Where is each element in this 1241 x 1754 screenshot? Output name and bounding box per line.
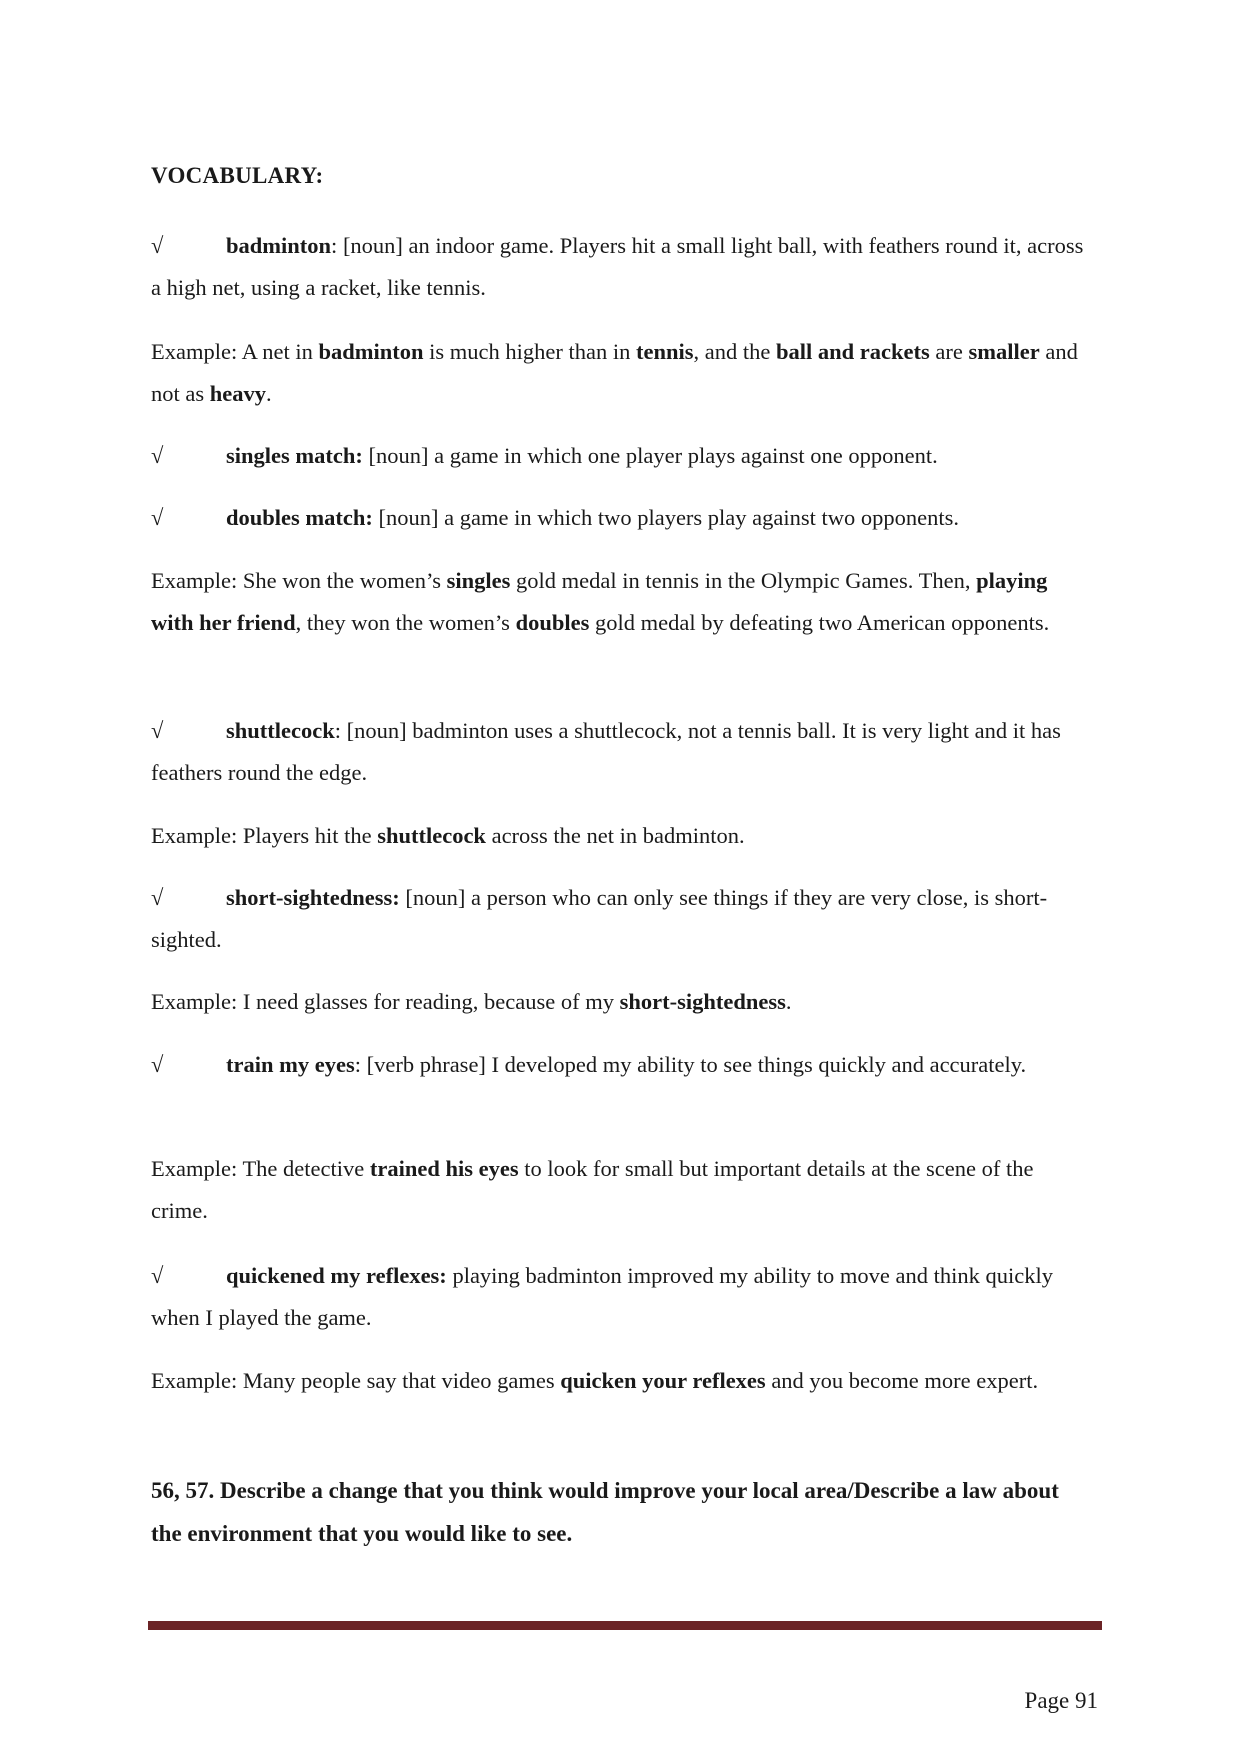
vocab-definition: [noun] a game in which one player plays against one opponent.: [362, 443, 938, 468]
check-mark-icon: √: [151, 505, 164, 530]
example-train-my-eyes: [151, 1148, 1091, 1232]
check-mark-icon: √: [151, 718, 164, 743]
footer-rule: [148, 1621, 1102, 1630]
example-text: Example: She won the women’s: [151, 568, 447, 593]
example-text: across the net in badminton.: [485, 823, 745, 848]
example-text: gold medal by defeating two American opponents.: [589, 610, 1050, 635]
example-text: and not as: [151, 339, 1078, 406]
example-text: to look for small but important details at the scene of the crime.: [151, 1156, 1034, 1223]
example-singles-doubles: [151, 560, 1091, 644]
example-quickened-reflexes: [151, 1360, 1091, 1402]
vocab-term-separator: :: [354, 1052, 361, 1077]
vocab-term-separator: :: [331, 233, 338, 258]
vocab-entry-doubles-match: [151, 497, 1091, 539]
example-text: Example: The detective: [151, 1156, 370, 1181]
vocab-definition: [noun] a person who can only see things if they are very close, is short-sighted.: [151, 885, 1048, 952]
example-highlight: playing with her friend: [151, 568, 1048, 635]
vocab-term: shuttlecock: [226, 718, 335, 743]
example-highlight: doubles: [515, 610, 590, 635]
vocab-entry-train-my-eyes: [151, 1044, 1091, 1086]
vocab-term: short-sightedness:: [226, 885, 400, 910]
example-text: Example: Players hit the: [151, 823, 378, 848]
example-text: is much higher than in: [423, 339, 636, 364]
vocab-definition: [verb phrase] I developed my ability to see things quickly and accurately.: [360, 1052, 1027, 1077]
vocab-definition: [noun] a game in which two players play against two opponents.: [372, 505, 960, 530]
check-mark-icon: √: [151, 233, 164, 258]
vocab-entry-short-sightedness: [151, 877, 1091, 961]
example-highlight: trained his eyes: [369, 1156, 519, 1181]
example-highlight: smaller: [968, 339, 1040, 364]
example-highlight: tennis: [636, 339, 694, 364]
example-text: .: [785, 989, 792, 1014]
example-text: .: [266, 381, 272, 406]
example-highlight: shuttlecock: [377, 823, 486, 848]
example-shuttlecock: [151, 815, 1091, 857]
example-highlight: quicken your reflexes: [560, 1368, 766, 1393]
vocab-definition: [noun] an indoor game. Players hit a small light ball, with feathers round it, across a high net, using a racket, like tennis.: [151, 233, 1084, 300]
vocab-term: train my eyes: [226, 1052, 355, 1077]
example-highlight: singles: [446, 568, 511, 593]
check-mark-icon: √: [151, 1263, 164, 1288]
example-highlight: ball and rackets: [776, 339, 930, 364]
vocab-term: doubles match:: [226, 505, 373, 530]
vocab-definition: [noun] badminton uses a shuttlecock, not a tennis ball. It is very light and it has feathers round the edge.: [151, 718, 1061, 785]
question-heading: 56, 57. Describe a change that you think would improve your local area/Describe a law about the environment that you would like to see.: [151, 1478, 1059, 1546]
example-highlight: short-sightedness: [619, 989, 786, 1014]
check-mark-icon: √: [151, 885, 164, 910]
example-text: , they won the women’s: [295, 610, 516, 635]
example-short-sightedness: [151, 981, 1091, 1023]
check-mark-icon: √: [151, 1052, 164, 1077]
page-number: Page 91: [1024, 1688, 1098, 1713]
vocabulary-heading: VOCABULARY:: [151, 163, 324, 188]
example-text: and you become more expert.: [765, 1368, 1039, 1393]
example-text: , and the: [693, 339, 776, 364]
vocab-term: quickened my reflexes:: [226, 1263, 447, 1288]
vocab-term: singles match:: [226, 443, 363, 468]
vocab-entry-shuttlecock: [151, 710, 1091, 794]
example-text: Example: I need glasses for reading, because of my: [151, 989, 620, 1014]
vocab-definition: playing badminton improved my ability to move and think quickly when I played the game.: [151, 1263, 1053, 1330]
example-text: Example: A net in: [151, 339, 319, 364]
vocab-term-separator: :: [334, 718, 342, 743]
vocab-entry-quickened-reflexes: [151, 1255, 1091, 1339]
example-badminton: [151, 331, 1091, 415]
example-text: Example: Many people say that video games: [151, 1368, 561, 1393]
example-highlight: heavy: [209, 381, 266, 406]
example-text: are: [929, 339, 969, 364]
vocab-term: badminton: [226, 233, 332, 258]
check-mark-icon: √: [151, 443, 164, 468]
vocab-entry-badminton: [151, 225, 1091, 309]
example-text: gold medal in tennis in the Olympic Games. Then,: [510, 568, 977, 593]
vocab-entry-singles-match: [151, 435, 1091, 477]
example-highlight: badminton: [318, 339, 424, 364]
